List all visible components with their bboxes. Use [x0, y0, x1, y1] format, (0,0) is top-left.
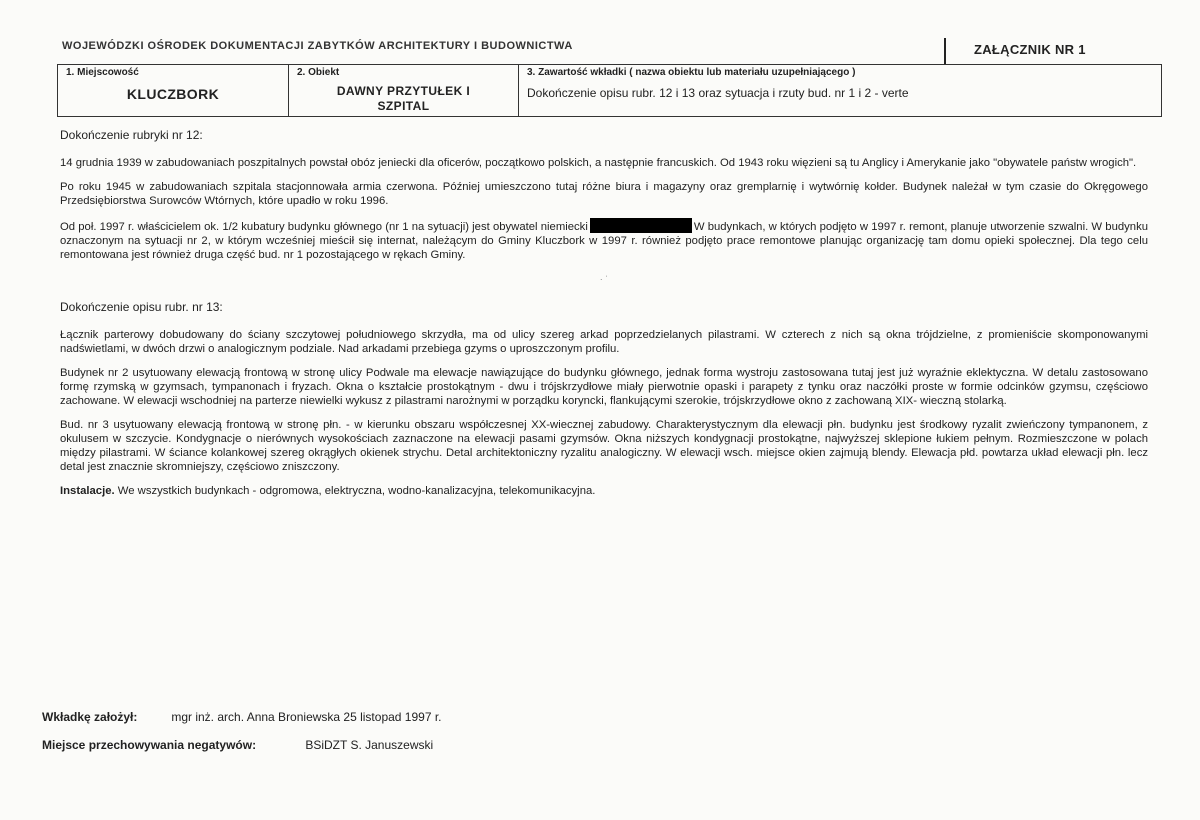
header-divider	[944, 38, 946, 64]
document-footer	[42, 710, 442, 766]
document-body	[60, 128, 1148, 508]
section-13-paragraph-3: Bud. nr 3 usytuowany elewacją frontową w stronę płn. - w kierunku obszaru współczesnej XX-wiecznej zabudowy. Charakterystycznym dla elewacji płn. budynku jest środkowy ryzalit zwieńczony tympanonem, z okulusem w szczycie. Kondygnacje o nierównych wysokościach zaznaczone na elewacji pasami gzymsów. Okna niższych kondygnacji prostokątne, najwyższej sklepione łukiem pełnym. Rozmieszczone w polach między pilastrami. W ściance kolankowej szereg okrągłych okienek strychu. Detal architektoniczny ryzalitu analogiczny. W elewacji wsch. miejsce okien zajmują blendy. Elewacja płd. powtarza układ elewacji płn. lecz detal jest znacznie skromniejszy, częściowo zniszczony.	[60, 419, 1148, 473]
author-value: mgr inż. arch. Anna Broniewska 25 listopad 1997 r.	[171, 710, 442, 724]
scan-mark: · ˈ	[599, 274, 609, 284]
object-label: 2. Obiekt	[297, 67, 340, 78]
section-13-paragraph-1: Łącznik parterowy dobudowany do ściany szczytowej południowego skrzydła, ma od ulicy szereg arkad poprzedzielanych pilastrami. W czterech z nich są okna trójdzielne, z promieniście skomponowanymi nadświetlami, w dwóch drzwi o analogicznym podziale. Nad arkadami przebiega gzyms o uproszczonym profilu.	[60, 329, 1148, 355]
object-value-line1: DAWNY PRZYTUŁEK I	[336, 84, 471, 98]
locality-label: 1. Miejscowość	[66, 67, 139, 78]
section-12-paragraph-3	[60, 218, 1148, 262]
document-header	[62, 38, 1157, 60]
locality-cell	[58, 65, 289, 117]
object-value-line2: SZPITAL	[377, 99, 430, 113]
paragraph-3-after-redaction: W budynkach, w których podjęto w 1997 r. remont, planuje utworzenie szwalni. W budynku oznaczonym na sytuacji nr 2, w którym wcześniej mieścił się internat, należącym do Gminy Kluczbork w 1997 r. również podjęto prace remontowe planując organizację tam domu opieki społecznej. Dla tego celu remontowana jest również druga część bud. nr 1 pozostającego w rękach Gminy.	[60, 221, 1148, 261]
section-13-title: Dokończenie opisu rubr. nr 13:	[60, 300, 223, 314]
installations-label: Instalacje.	[60, 485, 115, 497]
storage-value: BSiDZT S. Januszewski	[305, 738, 434, 752]
author-row	[42, 710, 442, 738]
section-12-title: Dokończenie rubryki nr 12:	[60, 128, 203, 142]
installations-paragraph	[60, 484, 1148, 498]
institution-name: WOJEWÓDZKI OŚRODEK DOKUMENTACJI ZABYTKÓW ARCHITEKTURY I BUDOWNICTWA	[62, 40, 573, 52]
attachment-number: ZAŁĄCZNIK NR 1	[974, 42, 1086, 57]
paragraph-3-before-redaction: Od poł. 1997 r. właścicielem ok. 1/2 kubatury budynku głównego (nr 1 na sytuacji) jest obywatel niemiecki	[60, 221, 588, 233]
object-value	[297, 84, 510, 114]
content-cell	[519, 65, 1162, 117]
locality-value: KLUCZBORK	[126, 86, 220, 102]
section-12-paragraph-2: Po roku 1945 w zabudowaniach szpitala stacjonnowała armia czerwona. Później umieszczono tutaj różne biura i magazyny oraz gremplarnię i wytwórnię kołder. Budynek należał w tym czasie do Okręgowego Przedsiębiorstwa Surowców Wtórnych, które upadło w roku 1996.	[60, 181, 1148, 207]
installations-text: We wszystkich budynkach - odgromowa, elektryczna, wodno-kanalizacyjna, telekomunikacyjna.	[114, 485, 596, 497]
object-cell	[289, 65, 519, 117]
content-label: 3. Zawartość wkładki ( nazwa obiektu lub materiału uzupełniającego )	[527, 67, 856, 78]
redaction-block	[590, 218, 692, 233]
metadata-table	[57, 64, 1162, 117]
content-value: Dokończenie opisu rubr. 12 i 13 oraz sytuacja i rzuty bud. nr 1 i 2 - verte	[527, 86, 909, 100]
section-spacer	[60, 290, 1148, 300]
section-12-paragraph-1: 14 grudnia 1939 w zabudowaniach poszpitalnych powstał obóz jeniecki dla oficerów, początkowo polskich, a następnie francuskich. Od 1943 roku więzieni są tu Anglicy i Amerykanie jako "obywatele państw wrogich".	[60, 157, 1137, 169]
author-label: Wkładkę założył:	[42, 710, 138, 724]
storage-row	[42, 738, 442, 766]
section-13-paragraph-2: Budynek nr 2 usytuowany elewacją frontową w stronę ulicy Podwale ma elewacje nawiązujące do budynku głównego, jednak forma wystroju zastosowana tutaj jest już wyraźnie eklektyczna. W detalu zastosowano formę rzymską w gzymsach, tympanonach i fryzach. Okna o kształcie prostokątnym - dwu i trójskrzydłowe miały pierwotnie opaski i parapety z tynku oraz naczółki proste w formie odcinków gzymsu, częściowo zachowane. W elewacji wschodniej na parterze niewielki wykusz z pilastrami narożnymi w porządku koryncki, flankującymi szerokie, trójskrzydłowe okno z zachowaną XIX- wieczną stolarką.	[60, 367, 1148, 407]
storage-label: Miejsce przechowywania negatywów:	[42, 738, 257, 752]
metadata-row	[58, 65, 1162, 117]
